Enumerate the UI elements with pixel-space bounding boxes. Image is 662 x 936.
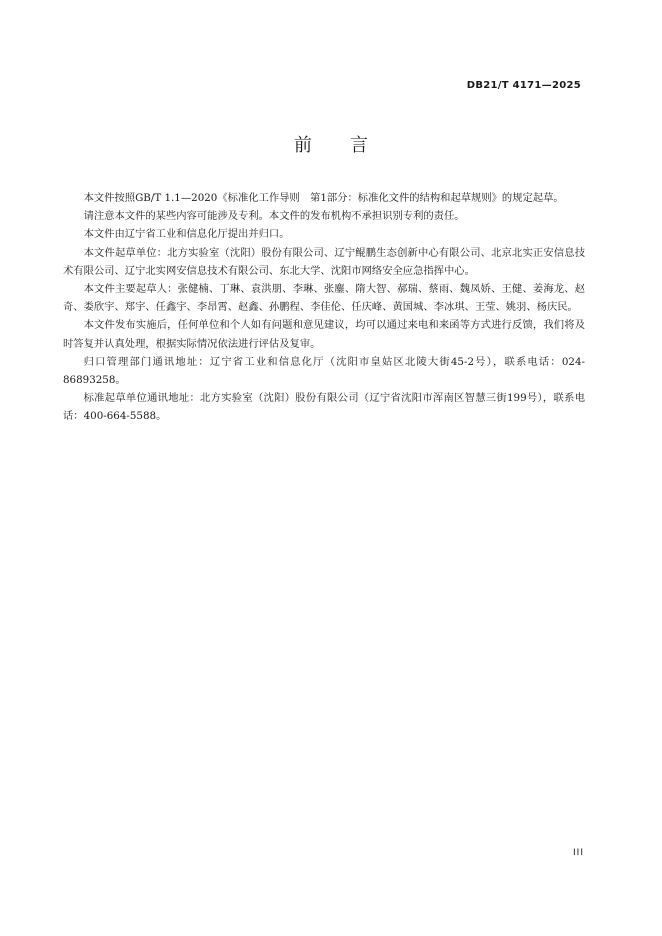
paragraph-drafter-address: 标准起草单位通讯地址：北方实验室（沈阳）股份有限公司（辽宁省沈阳市浑南区智慧三街199号），联系电话：400-664-5588。 [63, 392, 585, 423]
document-code: DB21/T 4171—2025 [466, 80, 581, 91]
paragraph-drafters: 本文件主要起草人：张健楠、丁琳、袁洪朋、李琳、张鏖、隋大智、郝瑞、蔡雨、魏凤娇、王健、姜海龙、赵奇、娄欣宇、郑宇、任鑫宇、李昂霄、赵鑫、孙鹏程、李佳伦、任庆峰、黄国城、李冰琪、王莹、姚羽、杨庆民。 [63, 283, 585, 314]
foreword-body [63, 189, 585, 426]
paragraph-proposer: 本文件由辽宁省工业和信息化厅提出并归口。 [83, 228, 290, 241]
paragraph-drafting-rules: 本文件按照GB/T 1.1—2020《标准化工作导则 第1部分：标准化文件的结构和起草规则》的规定起草。 [83, 192, 564, 204]
paragraph-feedback: 本文件发布实施后，任何单位和个人如有问题和意见建议，均可以通过来电和来函等方式进行反馈，我们将及时答复并认真处理，根据实际情况依法进行评估及复审。 [63, 319, 585, 350]
paragraph-drafting-units: 本文件起草单位：北方实验室（沈阳）股份有限公司、辽宁鲲鹏生态创新中心有限公司、北京北实正安信息技术有限公司、辽宁北实网安信息技术有限公司、东北大学、沈阳市网络安全应急指挥中心。 [63, 246, 585, 277]
paragraph-patent-notice: 请注意本文件的某些内容可能涉及专利。本文件的发布机构不承担识别专利的责任。 [83, 210, 465, 223]
page-number: III [573, 848, 584, 858]
page-title: 前言 [294, 135, 406, 156]
paragraph-authority-address: 归口管理部门通讯地址：辽宁省工业和信息化厅（沈阳市皇姑区北陵大街45-2号），联系电话：024-86893258。 [63, 355, 585, 387]
